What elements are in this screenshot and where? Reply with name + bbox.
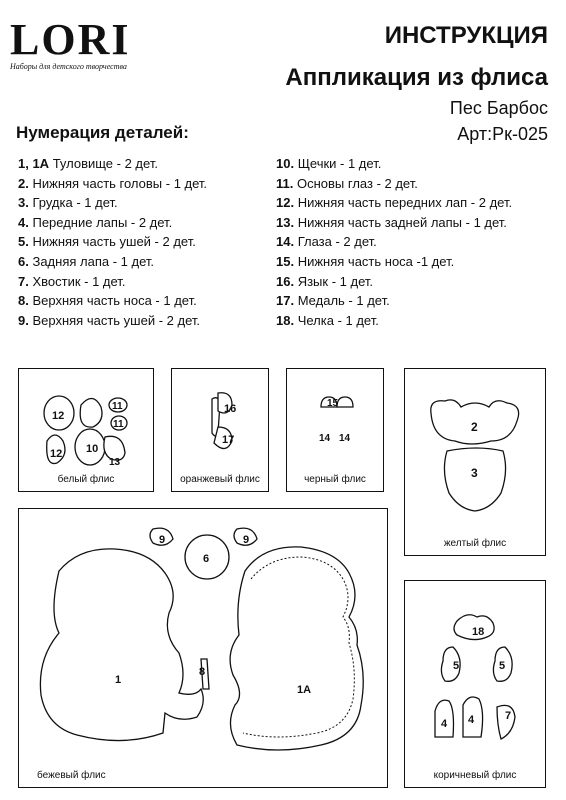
panel-orange-fleece: [171, 368, 269, 492]
part-item: 9. Верхняя часть ушей - 2 дет.: [18, 312, 200, 328]
piece-number: 3: [471, 466, 478, 480]
piece-number: 14: [319, 433, 331, 444]
part-item: 12. Нижняя часть передних лап - 2 дет.: [276, 195, 513, 211]
piece-number: 16: [224, 403, 237, 415]
piece-shape: [337, 397, 353, 407]
page-subtitle: Аппликация из флиса: [285, 64, 548, 91]
part-item: 2. Нижняя часть головы - 1 дет.: [18, 175, 208, 191]
piece-number: 1А: [297, 684, 312, 696]
panel-label: желтый флис: [443, 538, 507, 549]
panel-yellow-fleece: [404, 368, 546, 556]
piece-number: 12: [52, 410, 65, 422]
yellow-fleece-pattern: [405, 369, 545, 555]
panel-label: бежевый флис: [37, 770, 106, 781]
piece-shape: [80, 398, 102, 427]
beige-fleece-pattern: [19, 509, 387, 787]
part-item: 18. Челка - 1 дет.: [276, 312, 379, 328]
piece-number: 9: [159, 534, 166, 546]
piece-number: 9: [243, 534, 250, 546]
panel-black-fleece: [286, 368, 384, 492]
piece-number: 18: [472, 626, 485, 638]
part-item: 4. Передние лапы - 2 дет.: [18, 214, 173, 230]
page-title: ИНСТРУКЦИЯ: [384, 22, 548, 49]
black-fleece-pattern: [287, 369, 383, 491]
white-fleece-pattern: [19, 369, 153, 491]
piece-number: 5: [499, 660, 506, 672]
part-item: 17. Медаль - 1 дет.: [276, 293, 390, 309]
part-item: 14. Глаза - 2 дет.: [276, 234, 377, 250]
brown-fleece-pattern: [405, 581, 545, 787]
piece-number: 13: [109, 457, 121, 468]
piece-number: 8: [199, 666, 206, 678]
panel-label: черный флис: [304, 474, 366, 485]
orange-fleece-pattern: [172, 369, 268, 491]
piece-number: 4: [441, 718, 448, 730]
piece-number: 2: [471, 420, 478, 434]
part-item: 10. Щечки - 1 дет.: [276, 156, 382, 171]
piece-number: 11: [112, 401, 123, 412]
panel-white-fleece: [18, 368, 154, 492]
piece-number: 17: [222, 434, 235, 446]
logo-tagline: Наборы для детского творчества: [10, 62, 127, 71]
piece-number: 1: [115, 674, 122, 686]
piece-number: 5: [453, 660, 460, 672]
panel-brown-fleece: [404, 580, 546, 788]
part-item: 6. Задняя лапа - 1 дет.: [18, 253, 154, 269]
logo-wordmark: LORI: [10, 15, 131, 64]
panel-label: оранжевый флис: [180, 474, 260, 485]
part-item: 15. Нижняя часть носа -1 дет.: [276, 253, 455, 269]
part-item: 7. Хвостик - 1 дет.: [18, 273, 126, 289]
piece-number: 7: [505, 710, 512, 722]
piece-shape: [40, 549, 206, 741]
piece-number: 4: [468, 714, 475, 726]
part-item: 1, 1А Туловище - 2 дет.: [18, 156, 158, 171]
part-item: 5. Нижняя часть ушей - 2 дет.: [18, 234, 196, 250]
piece-number: 15: [327, 398, 339, 409]
parts-list-left: [18, 154, 207, 330]
piece-number: 12: [50, 448, 63, 460]
part-item: 13. Нижняя часть задней лапы - 1 дет.: [276, 214, 507, 230]
part-item: 11. Основы глаз - 2 дет.: [276, 175, 418, 191]
panel-label: белый флис: [57, 474, 115, 485]
part-item: 8. Верхняя часть носа - 1 дет.: [18, 293, 197, 309]
product-name: Пес Барбос: [449, 98, 548, 118]
piece-number: 10: [86, 443, 99, 455]
brand-logo: [10, 15, 160, 71]
piece-number: 6: [203, 553, 210, 565]
numbering-heading: Нумерация деталей:: [16, 123, 189, 142]
article-number: Арт:Рк-025: [457, 124, 548, 144]
piece-number: 14: [339, 433, 351, 444]
piece-number: 11: [113, 419, 124, 430]
part-item: 3. Грудка - 1 дет.: [18, 195, 118, 211]
panel-beige-fleece: [18, 508, 388, 788]
parts-list-right: [276, 154, 512, 330]
part-item: 16. Язык - 1 дет.: [276, 273, 373, 289]
panel-label: коричневый флис: [433, 770, 517, 781]
